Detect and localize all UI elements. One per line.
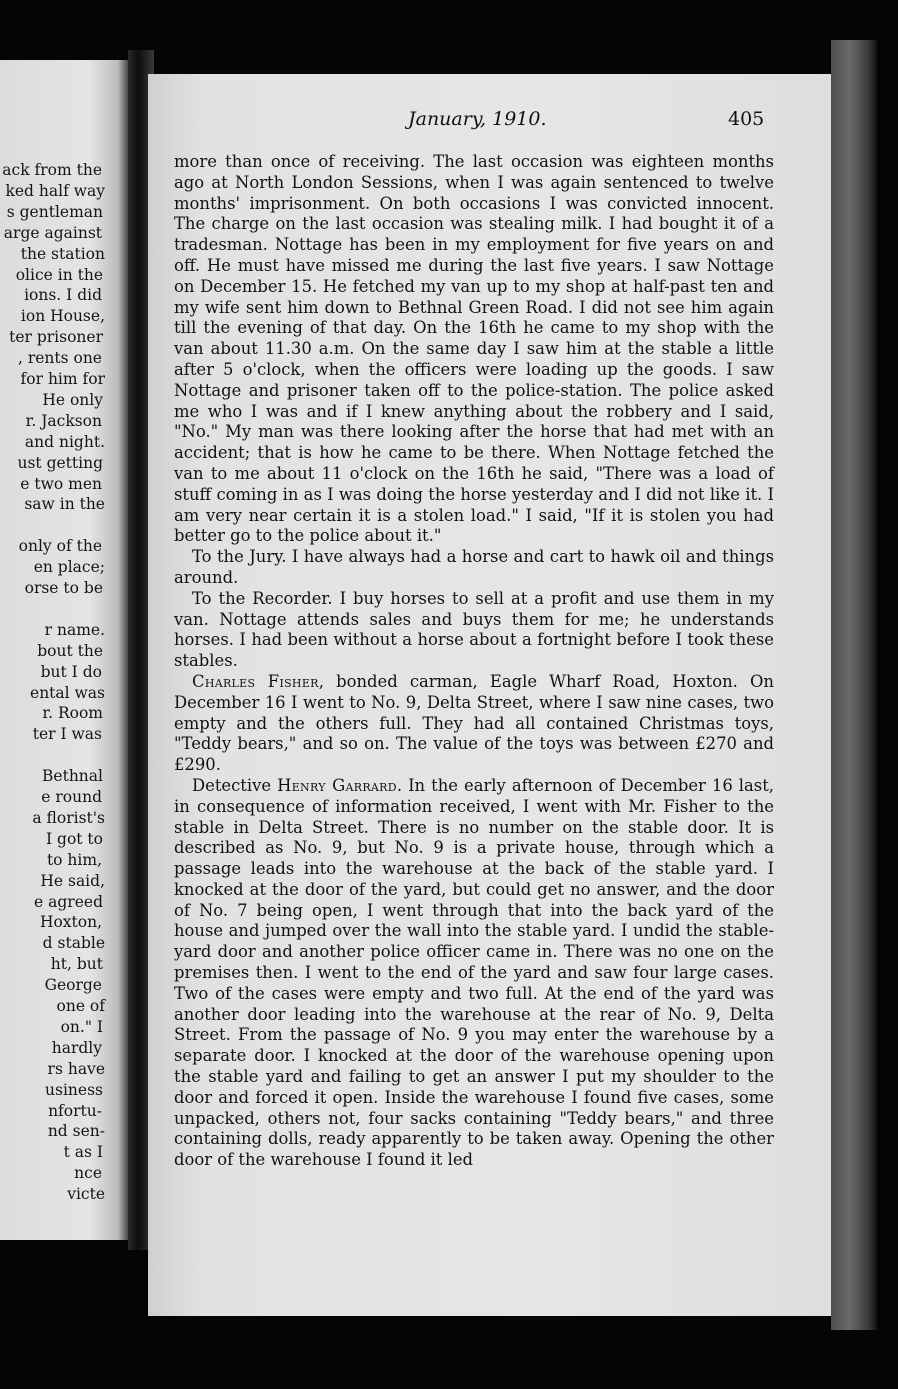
left-page-line: victe [67,1185,105,1204]
body-text [174,152,774,1171]
left-page-line: arge against [3,223,102,242]
left-page-line: r name. [44,620,105,639]
left-page-line: d stable [42,934,105,953]
left-page-line: ust getting [17,453,103,472]
left-page-line: ter I was [32,725,102,744]
left-page-line: to him, [46,850,102,869]
left-page-line: Hoxton, [39,913,102,932]
paragraph-text: more than once of receiving. The last occasion was eighteen months ago at North London Sessions, when I was again sentenced to twelve months' imprisonment. On both occasions I was convicted innocent. The charge on the last occasion was stealing milk. I had bought it of a tradesman. Nottage has been in my employment for five years on and off. He must have missed me during the last five years. I saw Nottage on December 15. He fetched my van up to my shop at half-past ten and my wife sent him down to Bethnal Green Road. I did not see him again till the evening of that day. On the 16th he came to my shop with the van about 11.30 a.m. On the same day I saw him at the stable a little after 5 o'clock, when the officers were loading up the goods. I saw Nottage and prisoner taken off to the police-station. The police asked me who I was and if I knew anything about the robbery and I said, "No." My man was there looking after the horse that had met with an accident; that is how he came to be there. When Nottage fetched the van to me about 11 o'clock on the 16th he said, "There was a load of stuff coming in as I was doing the horse yesterday and I did not like it. I am very near certain it is a stolen load." I said, "If it is stolen you had better go to the police about it." [174,152,774,546]
paragraph-text: . In the early afternoon of December 16 last, in consequence of information received, I went with Mr. Fisher to the stable in Delta Street. There is no number on the stable door. It is described as No. 9, but No. 9 is a private house, through which a passage leads into the warehouse at the back of the stable yard. I knocked at the door of the yard, but could get no answer, and the door of No. 7 being open, I went through that into the back yard of the house and jumped over the wall into the stable yard. I undid the stable-yard door and another police officer came in. There was no one on the premises then. I went to the end of the yard and saw four large cases. Two of the cases were empty and two full. At the end of the yard was another door leading into the warehouse at the rear of No. 9, Delta Street. From the passage of No. 9 you may enter the warehouse by a separate door. I knocked at the door of the warehouse opening upon the stable yard and failing to get an answer I put my shoulder to the door and forced it open. Inside the warehouse I found five cases, some unpacked, others not, four sacks containing "Teddy bears," and three containing dolls, ready apparently to be taken away. Opening the other door of the warehouse I found it led [174,775,775,1170]
left-page-line: saw in the [24,495,105,514]
witness-name: Charles Fisher [192,671,319,691]
left-page-line: e two men [20,474,102,493]
left-page-line: hardly [51,1038,102,1057]
paragraph-5 [174,776,774,1171]
left-page-line: ack from the [2,161,102,179]
left-page-line: He only [42,390,103,409]
paragraph-text: To the Jury. I have always had a horse and cart to hawk oil and things around. [174,547,774,587]
witness-prefix: Detective [192,775,278,795]
left-page-line: George [44,976,102,995]
left-page-line: orse to be [24,579,103,597]
left-page-line: only of the [18,537,102,556]
left-page-line: usiness [45,1080,103,1099]
left-page-line: and night. [24,432,105,451]
left-page-line: , rents one [17,349,102,368]
witness-name: Henry Garrard [277,775,397,795]
left-page-line: nfortu- [48,1101,102,1120]
page-header [160,108,820,136]
paragraph-text: , bonded carman, Eagle Wharf Road, Hoxton. On December 16 I went to No. 9, Delta Street, where I saw nine cases, two empty and the others full. They had all contained Christmas toys, "Teddy bears," and so on. The value of the toys was between £270 and £290. [174,671,774,775]
left-page-line: ions. I did [24,286,102,305]
left-page-line: for him for [20,370,105,388]
left-page-line: t as I [63,1143,103,1162]
left-page-line: I got to [45,829,103,848]
page-block-edge [831,40,877,1330]
left-page-line: nce [74,1164,102,1183]
paragraph-2 [174,547,774,589]
left-page-line: the station [20,244,105,263]
left-facing-page [0,60,128,1240]
left-page-line: but I do [40,662,102,681]
left-page-line: r. Room [42,704,103,723]
paragraph-3 [174,589,774,672]
left-page-line: Bethnal [42,767,103,786]
left-page-line: a florist's [32,808,105,827]
left-page-line: one of [56,997,105,1015]
left-page-line: e agreed [34,892,103,911]
left-page-line: nd sen- [47,1122,105,1141]
left-page-line: bout the [37,641,103,660]
left-page-line: s gentleman [6,202,103,221]
left-page-line: ental was [30,683,105,702]
left-page-line: rs have [47,1059,105,1078]
left-page-line: en place; [33,558,105,577]
left-page-line: ked half way [5,181,105,200]
paragraph-text: To the Recorder. I buy horses to sell at a profit and use them in my van. Nottage attends sales and buys them for me; he understands horses. I had been without a horse about a fortnight before I took these stables. [174,588,774,671]
page-number: 405 [728,108,765,130]
left-page-line: e round [41,788,102,806]
paragraph-1 [174,152,774,547]
left-page-line: r. Jackson [25,411,102,430]
running-head: January, 1910. [408,108,547,130]
left-page-line: on." I [60,1017,103,1036]
left-page-line: olice in the [15,265,103,284]
left-page-line: ion House, [20,307,105,326]
paragraph-4 [174,672,774,776]
left-page-line: ht, but [50,955,103,974]
left-page-line: He said, [40,871,105,890]
left-page-line: ter prisoner [9,328,103,347]
